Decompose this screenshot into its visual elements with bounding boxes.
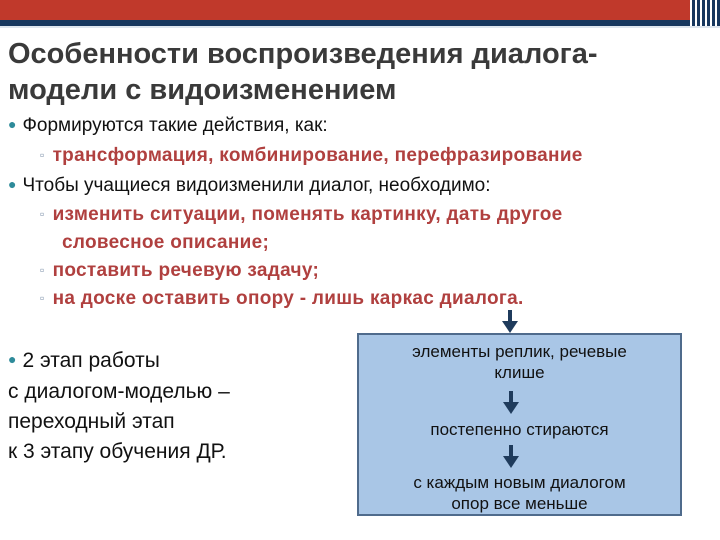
bullet-dot-icon: ● (8, 176, 17, 192)
stage-line1: 2 этап работы (22, 349, 160, 372)
top-stripe-pattern (692, 0, 720, 28)
sub-bullet-text: поставить речевую задачу; (52, 260, 320, 281)
sub-bullet-square-icon: ▫ (40, 207, 45, 221)
box-item-3-line2: опор все меньше (451, 494, 588, 513)
stage-line2: с диалогом-моделью – (8, 380, 230, 403)
down-arrow-icon (502, 391, 520, 415)
bullet-item (8, 115, 328, 137)
slide-title-line1: Особенности воспроизведения диалога- (8, 38, 598, 70)
sub-bullet-square-icon: ▫ (40, 148, 45, 162)
box-item-1 (359, 341, 680, 383)
top-decoration-bar (0, 0, 720, 28)
sub-bullet-text: трансформация, комбинирование, перефразирование (52, 145, 583, 166)
sub-bullet-text: на доске оставить опору - лишь каркас диалога. (52, 288, 524, 309)
slide-title (8, 36, 712, 108)
bullet-dot-icon: ● (8, 116, 17, 132)
stage-line3: переходный этап (8, 410, 175, 433)
sub-bullet-item (40, 145, 583, 167)
down-arrow-icon (502, 445, 520, 469)
stage-description (8, 346, 328, 467)
box-item-1-line1: элементы реплик, речевые (412, 342, 627, 361)
bullet-text: Чтобы учащиеся видоизменили диалог, необходимо: (22, 175, 491, 196)
box-item-3-line1: с каждым новым диалогом (413, 473, 626, 492)
sub-bullet-item (40, 288, 524, 310)
box-item-2: постепенно стираются (430, 420, 609, 439)
bullet-dot-icon: ● (8, 351, 17, 367)
top-divider (0, 26, 720, 28)
sub-bullet-item (40, 204, 563, 226)
bullet-item (8, 175, 490, 197)
sub-bullet-text: изменить ситуации, поменять картинку, дать другое (52, 204, 563, 225)
process-box (357, 333, 682, 516)
stage-line4: к 3 этапу обучения ДР. (8, 440, 227, 463)
down-arrow-icon (501, 310, 519, 334)
top-red-band (0, 0, 690, 20)
sub-bullet-square-icon: ▫ (40, 291, 45, 305)
slide-title-line2: модели с видоизменением (8, 74, 397, 106)
sub-bullet-text: словесное описание; (62, 232, 270, 253)
box-item-1-line2: клише (494, 363, 545, 382)
sub-bullet-item (40, 260, 319, 282)
sub-bullet-square-icon: ▫ (40, 263, 45, 277)
sub-bullet-continuation (62, 232, 269, 254)
bullet-text: Формируются такие действия, как: (22, 115, 328, 136)
box-item-3 (359, 472, 680, 514)
